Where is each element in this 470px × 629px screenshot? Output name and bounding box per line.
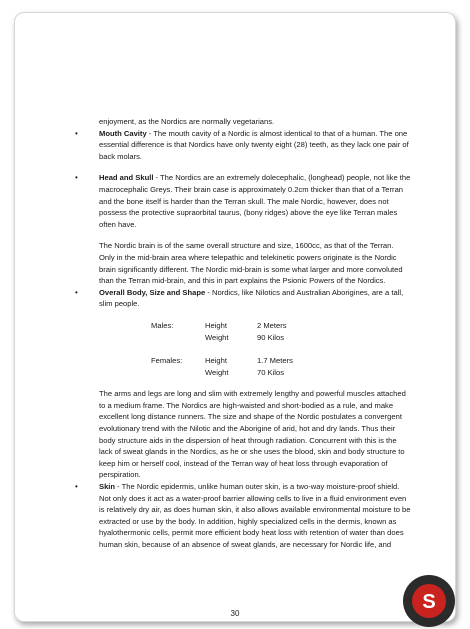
watermark-logo-icon: [401, 573, 457, 629]
section-text: - The mouth cavity of a Nordic is almost identical to that of a human. The one essential difference is that Nordics have only twenty eight (28) teeth, as they lack one pair of back molars.: [99, 128, 409, 161]
section-text: - The Nordics are an extremely dolecephalic, (longhead) people, not like the macrocephalic Greys. Their brain case is approximately 0.2cm thicker than that of a Terran and the bone itself is harder than the Terran skull. The male Nordic, however, does not possess the protective supraorbital taurus, (bony ridges) above the eye like Terran males often have.: [99, 173, 411, 229]
table-row: [151, 355, 411, 367]
attribute-value: 1.7 Meters: [257, 356, 293, 366]
section-head-and-skull: [75, 172, 411, 230]
table-row: [151, 332, 411, 344]
page-number: 30: [230, 609, 240, 618]
body-measurements-table: [151, 320, 411, 378]
document-page: [14, 12, 456, 622]
bullet-icon: •: [75, 128, 78, 138]
section-heading: Skin: [99, 482, 116, 492]
section-text: - The Nordic epidermis, unlike human outer skin, is a two-way moisture-proof shield. Not only does it act as a water-proof barrier allowing cells to live in a fluid environment even is relatively dry air, as does human skin, it also allows available environmental moisture to be extracted or use by the body. In addition, highly specialized cells in the dermis, known as hyalothermonic cells, permit more efficient body heat loss with retention of water than does human skin, because of an absence of sweat glands, are necessary for Nordic life, and: [99, 482, 411, 549]
group-label: Females:: [151, 356, 183, 366]
section-paragraph: The Nordic brain is of the same overall structure and size, 1600cc, as that of the Terran. Only in the mid-brain area where telepathic and telekinetic powers originate is the Nordic brain significantly different. The Nordic mid-brain is some what larger and more convoluted than the Terran mid-brain, and this in part explains the Psionic Powers of the Nordics.: [99, 241, 403, 286]
section-paragraph: The arms and legs are long and slim with extremely lengthy and powerful muscles attached to a medium frame. The Nordics are high-waisted and short-bodied as a rule, and make excellent long distance runners. The size and shape of the Nordic postulates a convergent evolutionary trend with the Nilotic and the Aborigine of arid, hot and dry lands. Thus their body structure aids in the dispersion of heat through radiation. Concurrent with this is the lack of sweat glands in the Nordics, as he or she uses the blood, skin and body structure to keep him or herself cool, instead of the Terran way of heat loss through evaporation of perspiration.: [99, 389, 406, 480]
section-skin: [75, 481, 411, 551]
group-label: Males:: [151, 320, 174, 330]
bullet-icon: •: [75, 173, 78, 183]
bullet-icon: •: [75, 287, 78, 297]
logo-letter: S: [422, 591, 436, 613]
attribute-label: Weight: [205, 332, 229, 342]
table-row: [151, 367, 411, 379]
attribute-label: Height: [205, 320, 227, 330]
attribute-label: Height: [205, 356, 227, 366]
section-heading: Mouth Cavity: [99, 128, 147, 138]
bullet-icon: •: [75, 482, 78, 492]
section-text: - Nordics, like Nilotics and Australian Aborigines, are a tall, slim people.: [99, 287, 404, 309]
attribute-value: 90 Kilos: [257, 332, 285, 342]
section-overall-body: [75, 287, 411, 310]
section-mouth-cavity: [75, 128, 411, 163]
attribute-label: Weight: [205, 367, 229, 377]
attribute-value: 2 Meters: [257, 320, 287, 330]
attribute-value: 70 Kilos: [257, 367, 285, 377]
section-heading: Head and Skull: [99, 173, 154, 183]
table-row: [151, 320, 411, 332]
intro-paragraph: enjoyment, as the Nordics are normally vegetarians.: [99, 117, 275, 126]
page-body: [75, 116, 411, 561]
section-heading: Overall Body, Size and Shape: [99, 287, 206, 297]
